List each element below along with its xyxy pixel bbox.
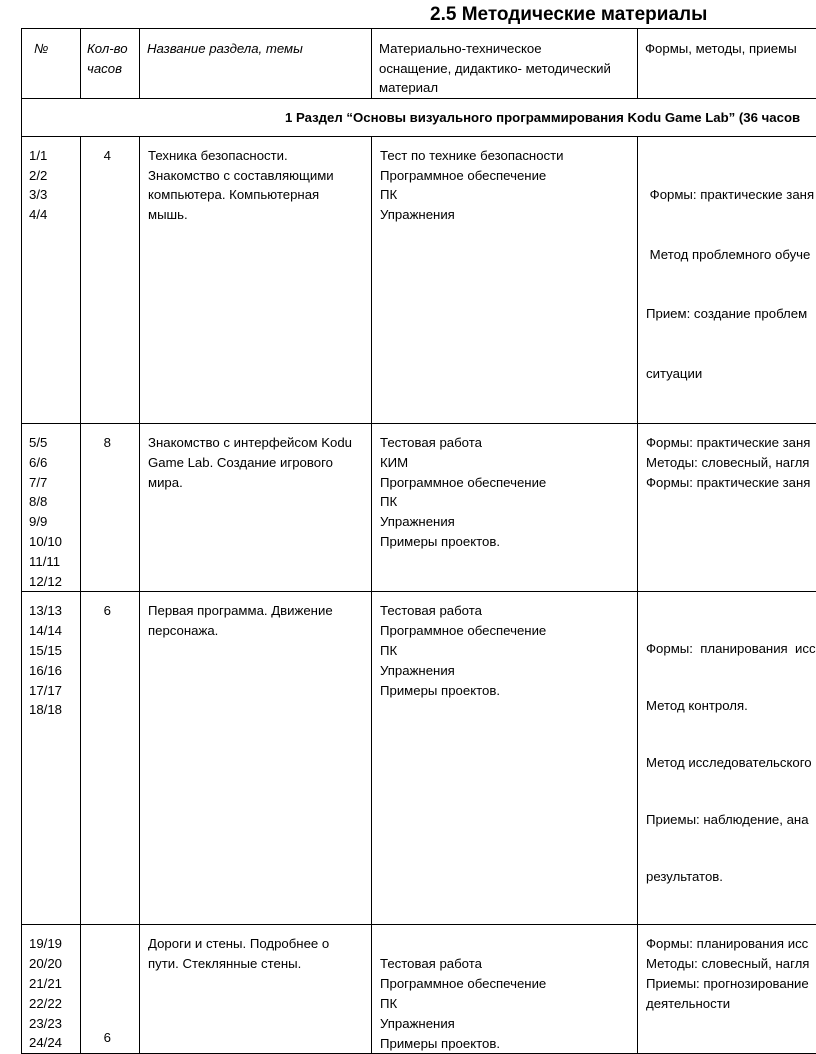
header-topic: Название раздела, темы bbox=[140, 29, 372, 99]
section-title: 1 Раздел “Основы визуального программирования Kodu Game Lab” (36 часов bbox=[22, 98, 816, 136]
methodical-materials-table bbox=[21, 28, 816, 1054]
header-forms: Формы, методы, приемы bbox=[638, 29, 816, 99]
header-hours: Кол-во часов bbox=[81, 29, 140, 99]
page-title: 2.5 Методические материалы bbox=[430, 4, 707, 26]
forms-cell: Формы: планирования исс Методы: словесный, нагля Приемы: прогнозирование деятельности bbox=[638, 925, 816, 1054]
table-row bbox=[22, 423, 816, 591]
lesson-numbers: 1/1 2/2 3/3 4/4 bbox=[22, 136, 81, 423]
table-row bbox=[22, 136, 816, 423]
forms-cell: Формы: планирования исс Метод контроля. Метод исследовательского Приемы: наблюдение, ана результатов. bbox=[638, 592, 816, 925]
topic-cell: Дороги и стены. Подробнее о пути. Стеклянные стены. bbox=[140, 925, 372, 1054]
lesson-numbers: 19/19 20/20 21/21 22/22 23/23 24/24 bbox=[22, 925, 81, 1054]
lesson-numbers: 13/13 14/14 15/15 16/16 17/17 18/18 bbox=[22, 592, 81, 925]
section-row bbox=[22, 98, 816, 136]
topic-cell: Знакомство с интерфейсом Kodu Game Lab. Создание игрового мира. bbox=[140, 423, 372, 591]
lesson-numbers: 5/5 6/6 7/7 8/8 9/9 10/10 11/11 12/12 bbox=[22, 423, 81, 591]
hours-value: 6 bbox=[81, 592, 140, 925]
material-cell: Тестовая работа КИМ Программное обеспечение ПК Упражнения Примеры проектов. bbox=[372, 423, 638, 591]
hours-value: 4 bbox=[81, 136, 140, 423]
header-material: Материально-техническое оснащение, дидактико- методический материал bbox=[372, 29, 638, 99]
material-cell: Тестовая работа Программное обеспечение ПК Упражнения Примеры проектов. bbox=[372, 925, 638, 1054]
topic-cell: Первая программа. Движение персонажа. bbox=[140, 592, 372, 925]
topic-cell: Техника безопасности. Знакомство с составляющими компьютера. Компьютерная мышь. bbox=[140, 136, 372, 423]
table-row bbox=[22, 925, 816, 1054]
header-num: № bbox=[22, 29, 81, 99]
hours-value: 6 bbox=[81, 925, 140, 1054]
material-cell: Тест по технике безопасности Программное обеспечение ПК Упражнения bbox=[372, 136, 638, 423]
hours-value: 8 bbox=[81, 423, 140, 591]
table-row bbox=[22, 592, 816, 925]
table-header-row bbox=[22, 29, 816, 99]
forms-cell: Формы: практические заня Методы: словесный, нагля Формы: практические заня bbox=[638, 423, 816, 591]
material-cell: Тестовая работа Программное обеспечение ПК Упражнения Примеры проектов. bbox=[372, 592, 638, 925]
forms-cell: Формы: практические заня Метод проблемного обуче Прием: создание проблем ситуации bbox=[638, 136, 816, 423]
